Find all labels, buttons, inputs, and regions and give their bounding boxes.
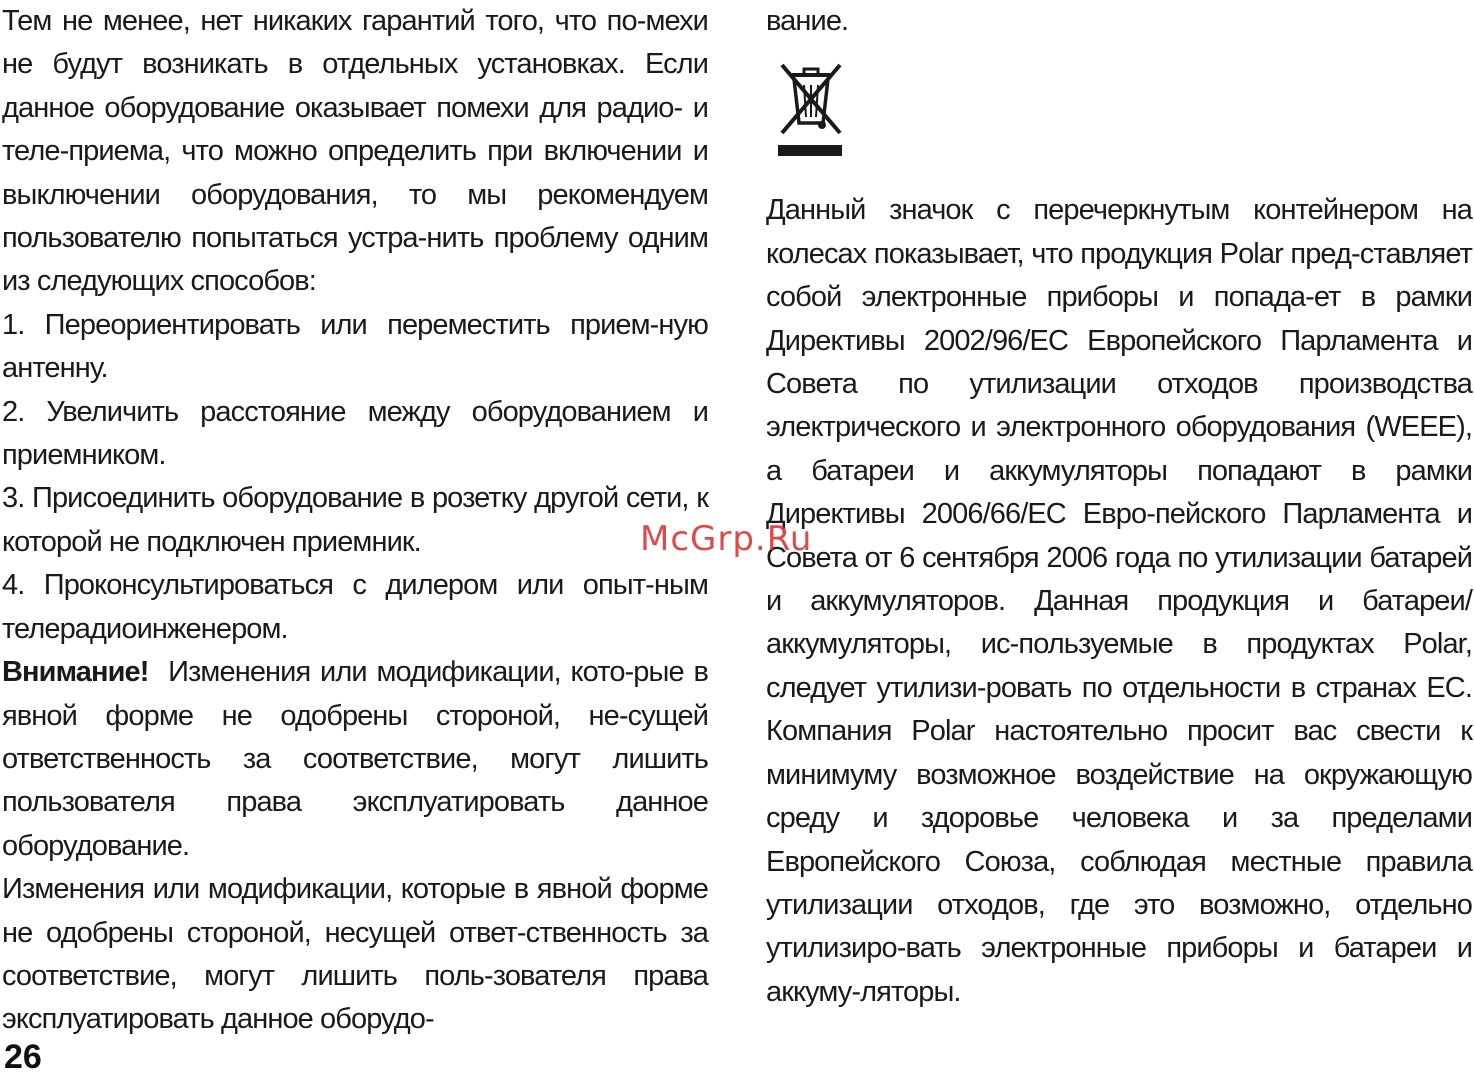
- left-column: [2, 0, 708, 1042]
- watermark: McGrp.Ru: [640, 519, 813, 559]
- remedy-item-3: 3. Присоединить оборудование в розетку другой сети, к которой не подключен приемник.: [2, 482, 708, 558]
- remedy-item-4: 4. Проконсультироваться с дилером или опыт-ным телерадиоинженером.: [2, 569, 708, 645]
- warning-text: Изменения или модификации, кото-рые в явной форме не одобрены стороной, не-сущей ответственность за соответствие, могут лишить пользователя права эксплуатировать данное оборудование.: [2, 656, 708, 862]
- right-column: [766, 0, 1472, 1014]
- page-number: 26: [4, 1038, 42, 1076]
- remedy-item-1: 1. Переориентировать или переместить прием-ную антенну.: [2, 308, 708, 385]
- warning-paragraph: [2, 651, 708, 868]
- remedy-item-2: 2. Увеличить расстояние между оборудованием и приемником.: [2, 395, 708, 472]
- interference-paragraph: Тем не менее, нет никаких гарантий того, что по-мехи не будут возникать в отдельных установках. Если данное оборудование оказывает помехи для радио- и теле-приема, что можно определить при включении и выключении оборудования, то мы рекомендуем пользователю попытаться устра-нить проблему одним из следующих способов:: [2, 5, 708, 298]
- warning-label: Внимание!: [2, 656, 149, 689]
- continuation-text: вание.: [766, 5, 849, 37]
- weee-paragraph: Данный значок с перечеркнутым контейнером на колесах показывает, что продукция Polar пред-ставляет собой электронные приборы и попада-ет в рамки Директивы 2002/96/ЕС Европейского Парламента и Совета по утилизации отходов производства электрического и электронного оборудования (WEEE), а батареи и аккумуляторы попадают в рамки Директивы 2006/66/ЕС Евро-пейского Парламента и Совета от 6 сентября 2006 года по утилизации батарей и аккумуляторов. Данная продукция и батареи/аккумуляторы, ис-пользуемые в продуктах Polar, следует утилизи-ровать по отдельности в странах ЕС. Компания Polar настоятельно просит вас свести к минимуму возможное воздействие на окружающую среду и здоровье человека и за пределами Европейского Союза, соблюдая местные правила утилизации отходов, где это возможно, отдельно утилизиро-вать электронные приборы и батареи и аккуму-ляторы.: [766, 194, 1472, 1008]
- crossed-out-wheelie-bin-icon: [774, 61, 848, 161]
- closing-paragraph: Изменения или модификации, которые в явной форме не одобрены стороной, несущей ответ-ственность за соответствие, могут лишить поль-зователя права эксплуатировать данное оборудо-: [2, 873, 708, 1036]
